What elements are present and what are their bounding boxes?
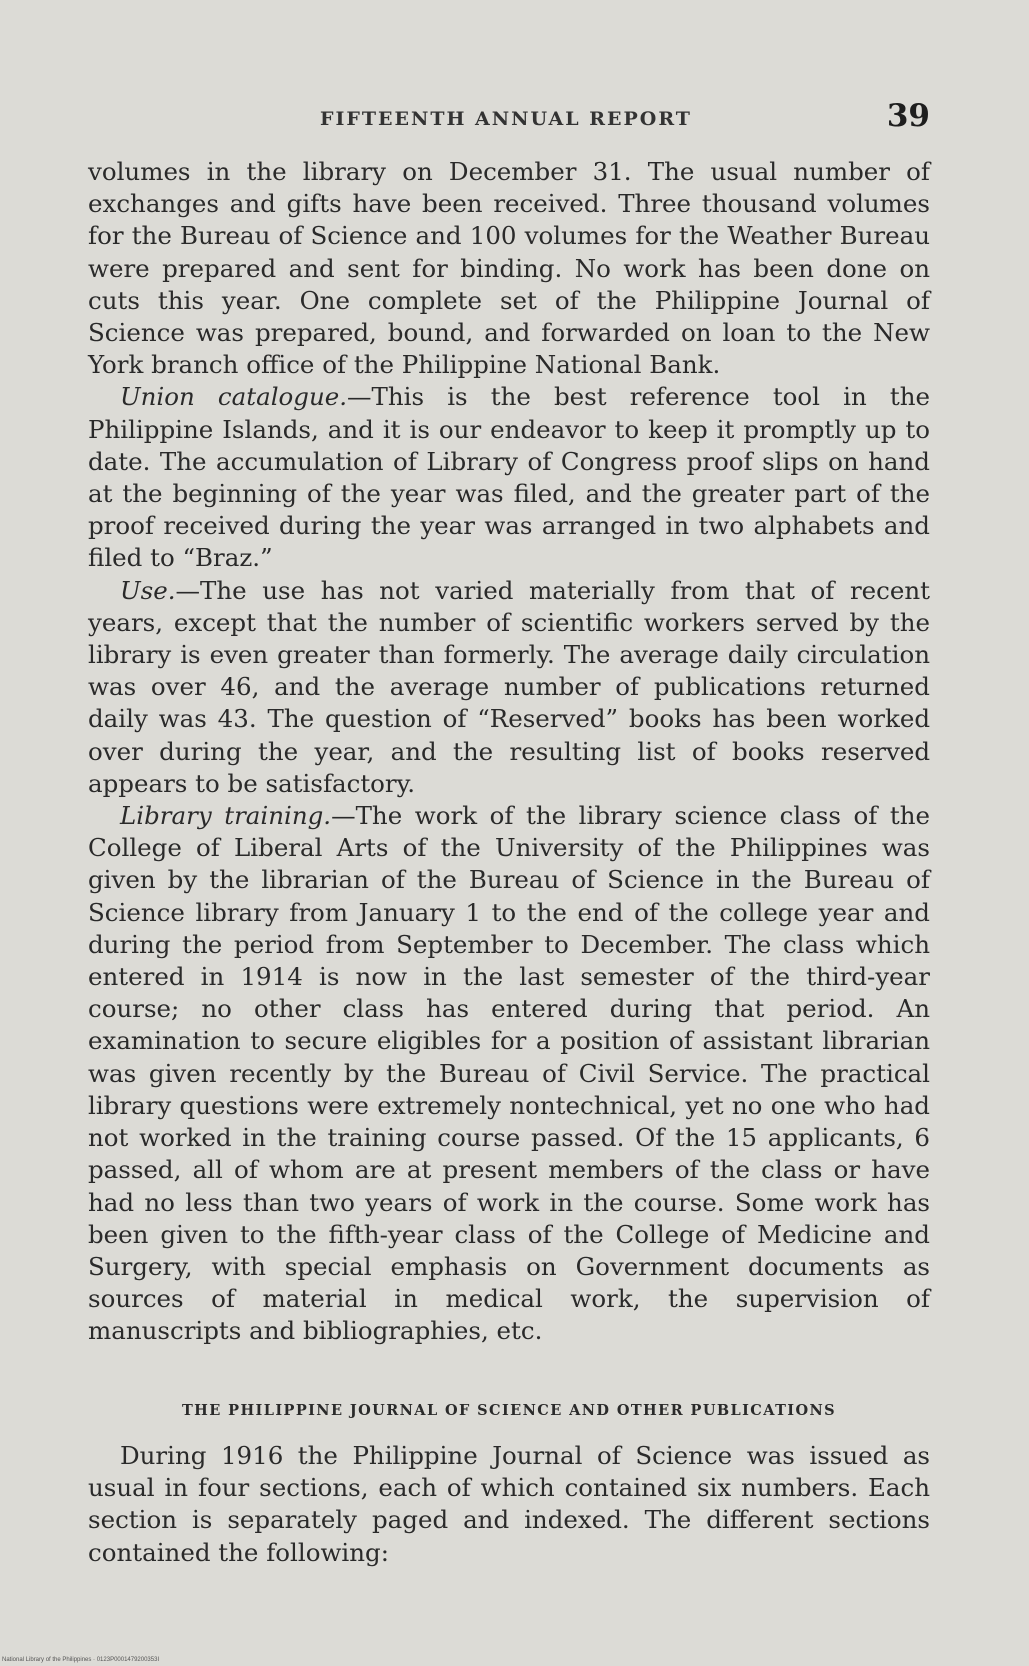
body-text bbox=[88, 156, 930, 1348]
paragraph-text: —The work of the library science class of the College of Liberal Arts of the University of the Philippines was given by the librarian of the Bureau of Science in the Bureau of Science library from January 1 to the end of the college year and during the period from September to December. The class which entered in 1914 is now in the last semester of the third-year course; no other class has entered during that period. An examination to secure eligibles for a position of assistant librarian was given recently by the Bureau of Civil Service. The practical library questions were extremely nontechnical, yet no one who had not worked in the training course passed. Of the 15 applicants, 6 passed, all of whom are at present members of the class or have had no less than two years of work in the course. Some work has been given to the fifth-year class of the College of Medicine and Surgery, with special emphasis on Government documents as sources of material in medical work, the supervision of manuscripts and bibliographies, etc. bbox=[88, 801, 931, 1346]
paragraph-text: —This is the best reference tool in the Philippine Islands, and it is our endeavor to keep it promptly up to date. The accumulation of Library of Congress proof slips on hand at the beginning of the year was filed, and the greater part of the proof received during the year was arranged in two alphabets and filed to “Braz.” bbox=[88, 382, 930, 573]
scan-credit: National Library of the Philippines · 0123P0001479200353I bbox=[2, 1657, 160, 1663]
paragraph-text: volumes in the library on December 31. The usual number of exchanges and gifts have been received. Three thousand volumes for the Bureau of Science and 100 volumes for the Weather Bureau were prepared and sent for binding. No work has been done on cuts this year. One complete set of the Philippine Journal of Science was prepared, bound, and forwarded on loan to the New York branch office of the Philippine National Bank. bbox=[88, 157, 930, 380]
section-body bbox=[88, 1440, 930, 1569]
running-title: FIFTEENTH ANNUAL REPORT bbox=[320, 108, 692, 130]
paragraph-union-catalogue bbox=[88, 381, 930, 574]
section-heading: THE PHILIPPINE JOURNAL OF SCIENCE AND OTHER PUBLICATIONS bbox=[181, 1402, 837, 1419]
run-in-heading: Union catalogue. bbox=[120, 382, 348, 412]
page-number: 39 bbox=[886, 98, 930, 134]
paragraph-binding bbox=[88, 156, 930, 381]
paragraph-use bbox=[88, 575, 930, 800]
run-in-heading: Use. bbox=[120, 575, 176, 605]
running-head bbox=[90, 98, 930, 144]
paragraph-journal-sections: During 1916 the Philippine Journal of Science was issued as usual in four sections, each of which contained six numbers. Each section is separately paged and indexed. The different sections contained the following: bbox=[88, 1441, 930, 1567]
paragraph-library-training bbox=[88, 800, 930, 1347]
paragraph-text: —The use has not varied materially from that of recent years, except that the number of scientific workers served by the library is even greater than formerly. The average daily circulation was over 46, and the average number of publications returned daily was 43. The question of “Reserved” books has been worked over during the year, and the resulting list of books reserved appears to be satisfactory. bbox=[88, 575, 930, 798]
run-in-heading: Library training. bbox=[120, 801, 332, 831]
